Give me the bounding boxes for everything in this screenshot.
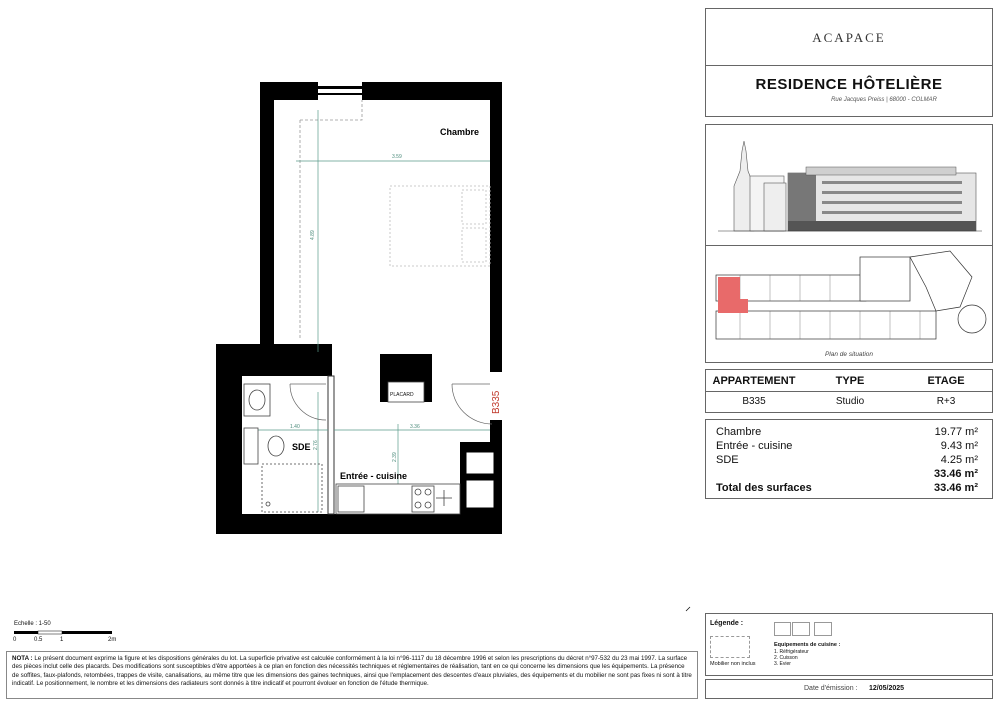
emission-panel — [705, 679, 993, 699]
unit-highlight — [718, 277, 740, 299]
value-etage: R+3 — [936, 396, 956, 407]
room-label-sde: SDE — [292, 442, 311, 452]
facade-elevation — [714, 131, 986, 243]
dim-chambre-depth: 4.89 — [310, 230, 316, 240]
header-appartement: APPARTEMENT — [712, 375, 796, 387]
brand-area — [706, 21, 992, 66]
dim-entree-width: 3.36 — [410, 424, 420, 430]
brand-logo: ACAPACE — [812, 30, 886, 45]
surface-row-entree: Entrée - cuisine 9.43 m² — [716, 440, 978, 452]
shower — [262, 464, 322, 512]
header-etage: ETAGE — [927, 375, 965, 387]
value-type: Studio — [835, 396, 865, 407]
situation-caption: Plan de situation — [824, 351, 874, 358]
room-label-chambre: Chambre — [440, 127, 480, 137]
scale-tick-05: 0.5 — [34, 637, 43, 643]
compass-icon — [661, 607, 699, 615]
surface-total: Total des surfaces 33.46 m² — [716, 482, 978, 494]
legend-hob-icon — [792, 622, 810, 636]
surfaces-panel: Chambre 19.77 m² Entrée - cuisine 9.43 m² SDE 4.25 m² 33.46 m² Total des surfaces 33.46 m² — [705, 419, 993, 499]
legend-title: Légende : — [710, 620, 744, 627]
dim-entree-depth: 2.39 — [392, 452, 398, 462]
legend-fridge-icon — [774, 622, 791, 636]
dim-sde-depth: 2.76 — [313, 440, 319, 450]
emission-label: Date d'émission : — [804, 685, 858, 692]
scale-tick-2m: 2m — [108, 637, 117, 643]
kitchen — [336, 484, 460, 514]
toilet — [268, 436, 284, 456]
page-title: RESIDENCE HÔTELIÈRE — [755, 76, 943, 93]
situation-panel — [705, 124, 993, 363]
nota-box — [6, 651, 698, 699]
unit-id-label: B335 — [491, 390, 502, 414]
nota-text: Le présent document exprime la figure et les dispositions générales du lot. La superficie privative est calculée conformément à la loi n°96-1117 du 18 décembre 1996 et selon les prescriptions du décret n°97-532 du 23 mai 1997. La surface des pièces inclut celle des placards. Des modifications sont susceptibles d'être apportées à ce plan en fonction des nécessités techniques et réglementaires de réalisation, tant en ce qui concerne les dimensions que les équipements. La présence de soffites, faux-plafonds, retombées, trappes de visite, canalisations, au même titre que les dimensions des gaines techniques, ainsi que l'emplacement des descentes d'eaux pluviales, des équipements et du mobilier ne sont pas fixes ni sont à titre indicatif. Le positionnement, le nombre et les dimensions des radiateurs sont donnés à titre indicatif et pourront évoluer en fonction de l'étude thermique. — [12, 655, 692, 687]
legend-panel — [705, 613, 993, 676]
scale-bar — [12, 630, 122, 646]
dim-sde-width: 1.40 — [290, 424, 300, 430]
legend-sink-icon — [814, 622, 832, 636]
address: Rue Jacques Preiss | 68000 - COLMAR — [831, 97, 937, 103]
legend-kitchen-list: 1. Réfrigérateur 2. Cuisson 3. Evier — [774, 649, 809, 667]
placard-label: PLACARD — [390, 392, 414, 398]
bed-outline — [390, 186, 490, 266]
surface-row-sde: SDE 4.25 m² — [716, 454, 978, 466]
room-label-entree: Entrée - cuisine — [340, 471, 408, 481]
hob — [412, 486, 434, 512]
legend-kitchen-title: Equipements de cuisine : — [774, 642, 841, 648]
unit-table — [705, 369, 993, 413]
value-appartement: B335 — [742, 396, 766, 407]
legend-mobilier: Mobilier non inclus — [710, 661, 756, 667]
surface-row-chambre: Chambre 19.77 m² — [716, 426, 978, 438]
fridge — [338, 486, 364, 512]
dim-chambre-width: 3.59 — [392, 154, 402, 160]
header-panel — [705, 8, 993, 117]
scale-label: Echelle : 1-50 — [14, 621, 51, 627]
scale-tick-0: 0 — [13, 637, 17, 643]
scale-tick-1: 1 — [60, 637, 64, 643]
header-type: TYPE — [835, 375, 865, 387]
nota-label: NOTA : — [12, 655, 33, 662]
situation-plan — [710, 247, 990, 347]
plan-walls — [216, 82, 502, 534]
emission-date: 12/05/2025 — [869, 685, 905, 692]
